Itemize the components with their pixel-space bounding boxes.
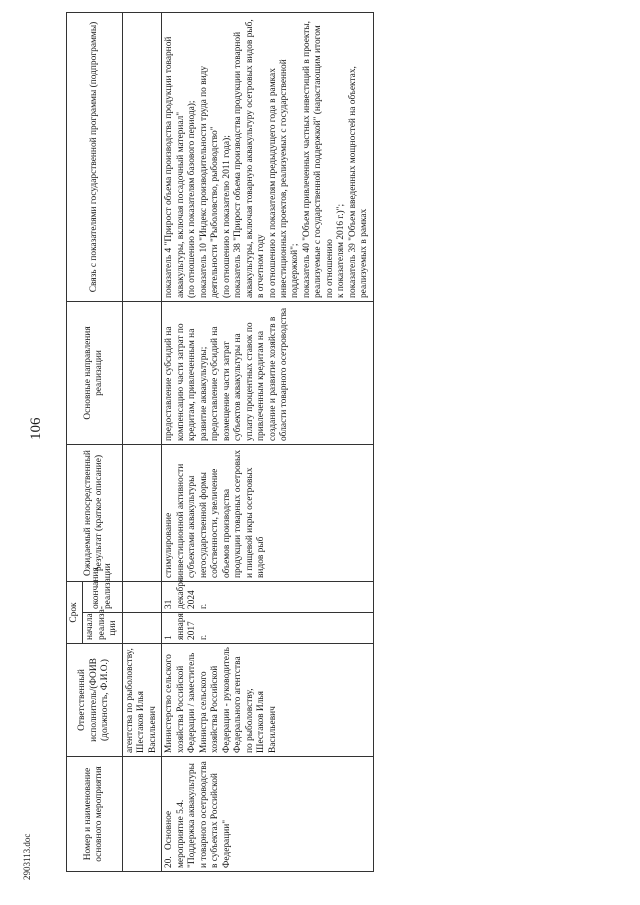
continuation-executor: агентства по рыболовству, Шестаков Илья Васильевич	[122, 644, 161, 757]
row-indicators: показатель 4 "Прирост объема производства продукции товарной аквакультуры, включая посадочный материал" (по отношению к показателям базового периода); показатель 10 "Индекс производительности труда по виду деятельности "Рыболовство, рыбоводство" (по отношению к показателю 2011 года); показатель 38 "Прирост объема производства продукции товарной аквакультуры, включая товарную аквакультуру осетровых видов рыб, в отчетном году по отношению к показателям предыдущего года в рамках инвестиционных проектов, реализуемых с государственной поддержкой"; показатель 40 "Объем привлеченных частных инвестиций в проекты, реализуемые с государственной поддержкой" (нарастающим итогом по отношению к показателям 2016 г.)"; показатель 39 "Объем введенных мощностей на объектах, реализуемых в рамках	[162, 13, 373, 302]
header-executor: Ответственный исполнитель/(ФОИВ (должность, Ф.И.О.)	[67, 644, 123, 757]
continuation-row	[122, 13, 161, 872]
row-directions: предоставление субсидий на компенсацию части затрат по кредитам, привлеченным на развитие аквакультуры; предоставление субсидий на возмещение части затрат субъектов аквакультуры на уплату процентных ставок по привлеченным кредитам на создание и развитие хозяйств в области товарного осетроводства	[162, 302, 373, 445]
row-executor: Министерство сельского хозяйства Российской Федерации / заместитель Министра сельского хозяйства Российской Федерации - руководитель Федерального агентства по рыболовству, Шестаков Илья Васильевич	[162, 644, 373, 757]
row-number-name	[162, 757, 373, 872]
header-start: начала реализа-ции	[83, 613, 122, 644]
header-srok: Срок	[67, 582, 83, 644]
row-name: Основное мероприятие 5.4. "Поддержка аквакультуры и товарного осетроводства в субъектах Российской Федерации"	[164, 761, 232, 868]
header-number-name: Номер и наименование основного мероприятия	[67, 757, 123, 872]
table-row	[162, 13, 373, 872]
header-end: окончания реализации	[83, 582, 122, 613]
row-end: 31 декабря 2024 г.	[162, 582, 373, 613]
header-indicators: Связь с показателями государственной программы (подпрограммы)	[67, 13, 123, 302]
row-result: стимулирование инвестиционной активности субъектами аквакультуры негосударственной формы собственности, увеличение объемов производства продукции товарных осетровых и пищевой икры осетровых видов рыб	[162, 445, 373, 582]
file-id: 2903113.doc	[22, 833, 32, 880]
row-number: 20.	[164, 856, 175, 868]
rotated-table-area	[66, 12, 626, 872]
measures-table	[66, 12, 374, 872]
header-result: Ожидаемый непосредственный результат (краткое описание)	[67, 445, 123, 582]
row-start: 1 января 2017 г.	[162, 613, 373, 644]
header-directions: Основные направления реализации	[67, 302, 123, 445]
page-number: 106	[28, 417, 44, 440]
